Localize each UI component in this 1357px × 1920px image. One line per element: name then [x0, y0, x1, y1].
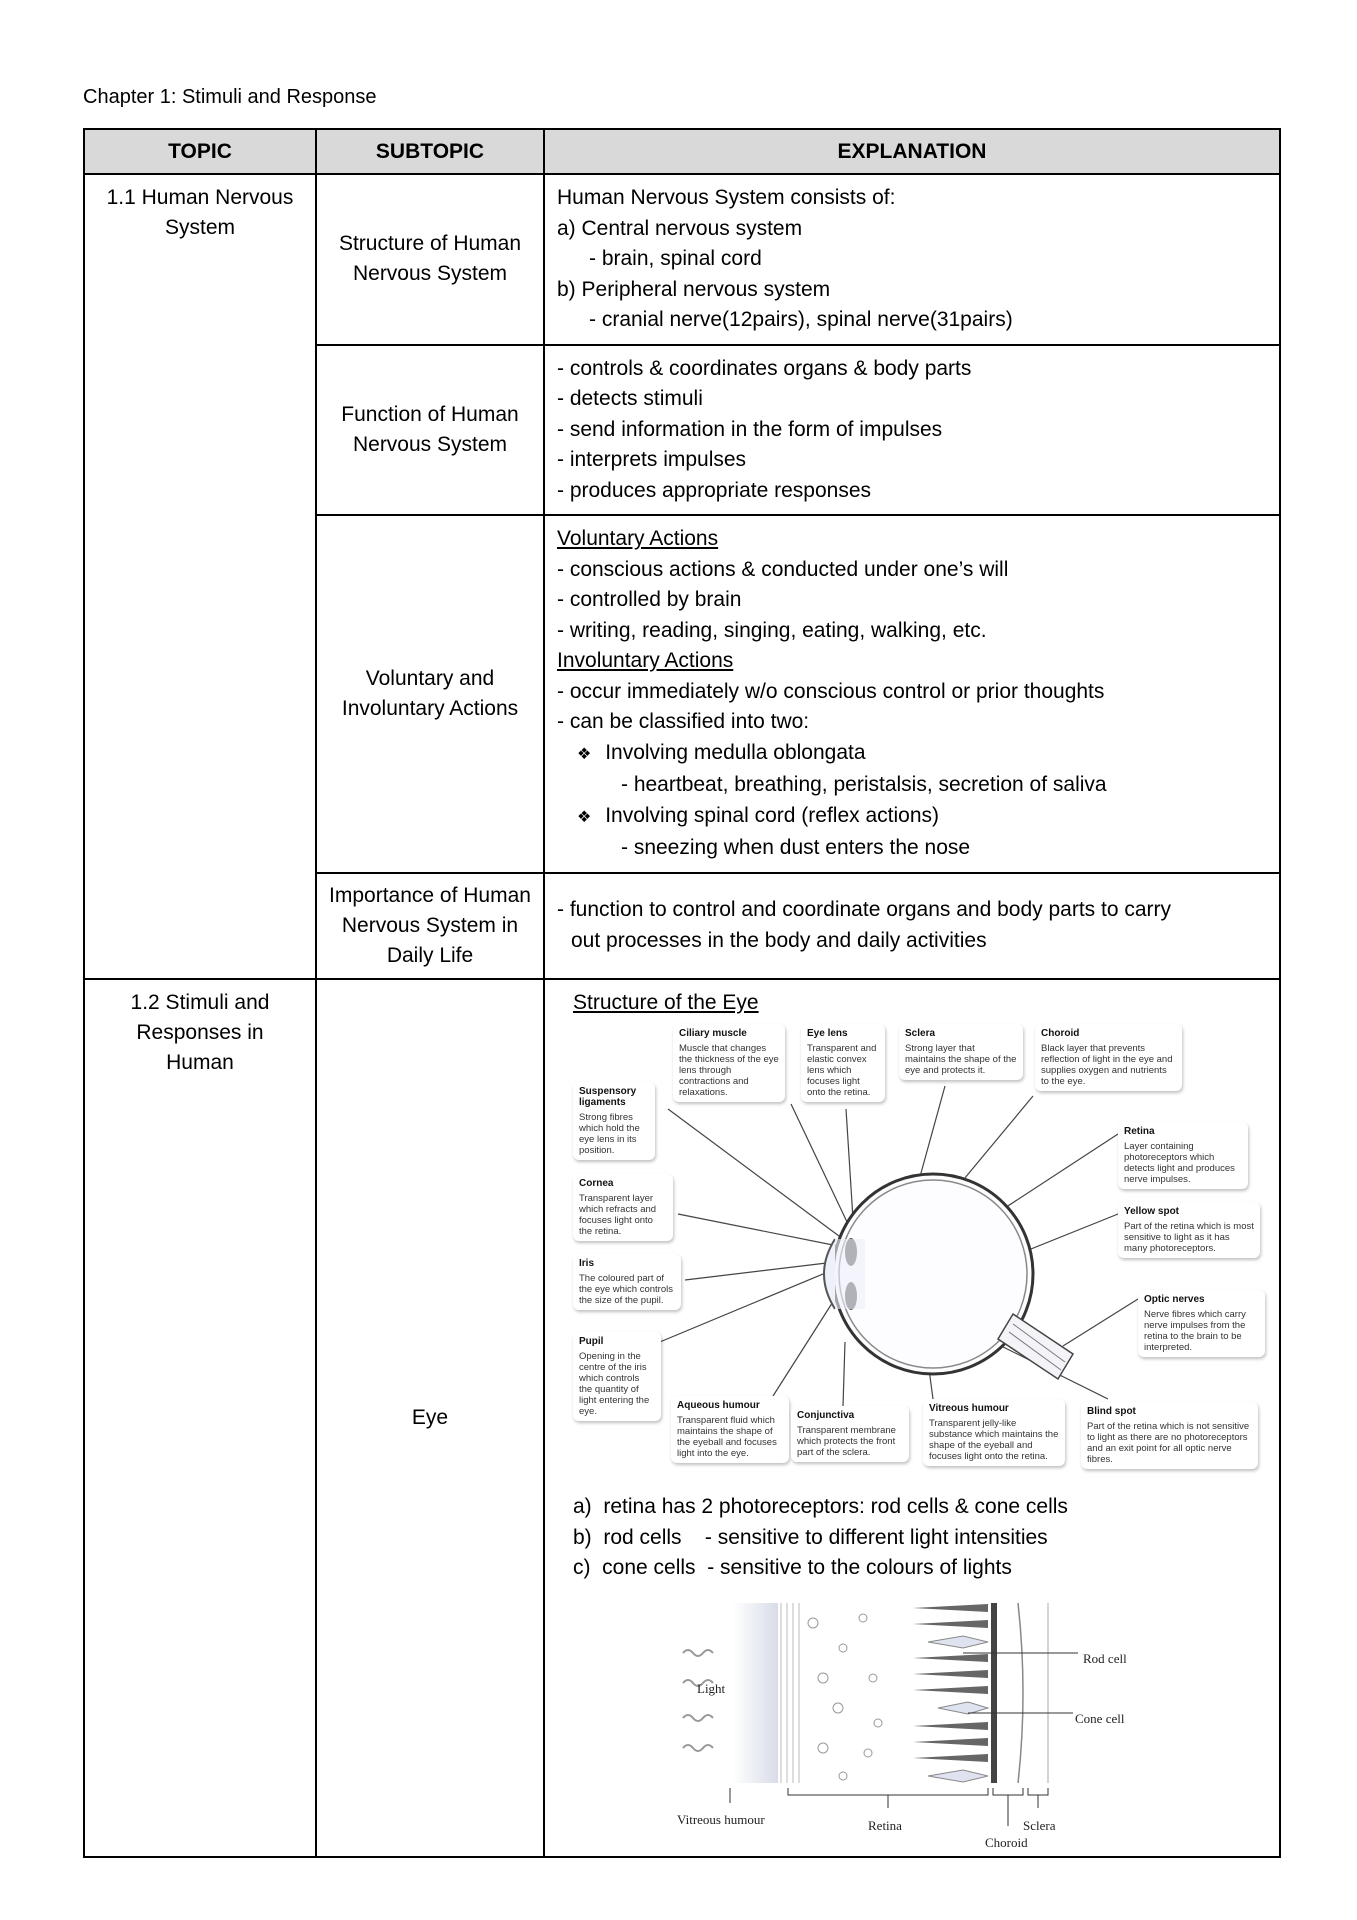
text-line: a) Central nervous system: [557, 216, 803, 240]
eye-label-sclera: Sclera Strong layer that maintains the shape of the eye and protects it.: [899, 1024, 1023, 1080]
eye-label-yellow-spot: Yellow spot Part of the retina which is most sensitive to light as it has many photoreceptors.: [1118, 1202, 1260, 1258]
diamond-bullet-icon: ❖: [577, 808, 592, 826]
text-line: - produces appropriate responses: [557, 478, 872, 502]
topic-cell: [84, 174, 316, 979]
eye-label-aqueous-humour: Aqueous humour Transparent fluid which maintains the shape of the eyeball and focuses light into the eye.: [671, 1396, 789, 1463]
text-line: - conscious actions & conducted under one’s will: [557, 557, 1009, 581]
text-line: - function to control and coordinate organs and body parts to carry: [557, 898, 1172, 921]
text-line: - cranial nerve(12pairs), spinal nerve(31pairs): [589, 308, 1013, 331]
text-line: - brain, spinal cord: [589, 247, 762, 270]
eye-label-cornea: Cornea Transparent layer which refracts and focuses light onto the retina.: [573, 1174, 673, 1241]
text-line: - controlled by brain: [557, 588, 742, 611]
eye-label-choroid: Choroid Black layer that prevents reflection of light in the eye and supplies oxygen and nutrients to the eye.: [1035, 1024, 1182, 1091]
header-subtopic: SUBTOPIC: [316, 129, 544, 174]
text-line: - sneezing when dust enters the nose: [621, 836, 971, 859]
light-label: Light: [697, 1680, 726, 1696]
text-line: - controls & coordinates organs & body parts: [557, 356, 972, 380]
text-line: out processes in the body and daily activities: [571, 928, 987, 952]
eye-label-iris: Iris The coloured part of the eye which controls the size of the pupil.: [573, 1254, 681, 1310]
explanation-cell: [544, 174, 1280, 345]
topic-label: 1.2 Stimuli and Responses in Human: [130, 990, 270, 1074]
table-row: [84, 174, 1280, 345]
text-line: - interprets impulses: [557, 448, 747, 471]
text-line: - occur immediately w/o conscious control or prior thoughts: [557, 679, 1105, 703]
cone-cell-label: Cone cell: [1075, 1710, 1125, 1726]
table-row: [84, 979, 1280, 1857]
explanation-cell: [544, 345, 1280, 516]
subtopic-cell: [316, 174, 544, 345]
subtopic-cell: [316, 979, 544, 1857]
explanation-cell: [544, 979, 1280, 1857]
subtopic-cell: [316, 873, 544, 979]
eye-label-conjunctiva: Conjunctiva Transparent membrane which protects the front part of the sclera.: [791, 1406, 909, 1462]
subtopic-cell: [316, 345, 544, 516]
explanation-cell: [544, 515, 1280, 873]
topic-label: 1.1 Human Nervous System: [106, 186, 294, 239]
header-explanation: EXPLANATION: [544, 129, 1280, 174]
retina-cells-diagram: [663, 1598, 1223, 1848]
vitreous-humour-label: Vitreous humour: [677, 1811, 765, 1827]
retina-label: Retina: [868, 1817, 902, 1833]
rod-cell-label: Rod cell: [1083, 1650, 1127, 1666]
eye-label-retina: Retina Layer containing photoreceptors which detects light and produces nerve impulses.: [1118, 1122, 1248, 1189]
eye-label-suspensory-ligaments: Suspensory ligaments Strong fibres which hold the eye lens in its position.: [573, 1082, 655, 1160]
text-line: - send information in the form of impulses: [557, 417, 943, 441]
eye-label-ciliary-muscle: Ciliary muscle Muscle that changes the thickness of the eye lens through contractions and relaxations.: [673, 1024, 785, 1102]
subtopic-label: Structure of Human Nervous System: [338, 232, 522, 286]
text-line: a) retina has 2 photoreceptors: rod cells & cone cells: [573, 1495, 1068, 1518]
header-topic: TOPIC: [84, 129, 316, 174]
eye-diagram: [573, 1024, 1263, 1484]
figure-title: Structure of the Eye: [573, 990, 759, 1014]
text-line: - heartbeat, breathing, peristalsis, secretion of saliva: [621, 773, 1107, 796]
eye-label-pupil: Pupil Opening in the centre of the iris which controls the quantity of light entering the eye.: [573, 1332, 661, 1421]
eye-label-eye-lens: Eye lens Transparent and elastic convex lens which focuses light onto the retina.: [801, 1024, 885, 1102]
text-line: b) Peripheral nervous system: [557, 277, 831, 301]
text-line: b) rod cells - sensitive to different light intensities: [573, 1525, 1048, 1549]
table-header-row: [84, 129, 1280, 174]
bullet-item: ❖ Involving spinal cord (reflex actions): [577, 803, 940, 827]
text-line: Human Nervous System consists of:: [557, 186, 896, 209]
topic-table: [83, 128, 1281, 1858]
text-line: - can be classified into two:: [557, 710, 810, 733]
eye-label-vitreous-humour: Vitreous humour Transparent jelly-like substance which maintains the shape of the eyeball and focuses light onto the retina.: [923, 1399, 1065, 1466]
subtopic-cell: [316, 515, 544, 873]
subtopic-label: Voluntary and Involuntary Actions: [341, 666, 519, 720]
text-line: - writing, reading, singing, eating, walking, etc.: [557, 618, 987, 642]
diamond-bullet-icon: ❖: [577, 745, 592, 763]
subtopic-label: Function of Human Nervous System: [341, 402, 519, 456]
choroid-label: Choroid: [985, 1834, 1028, 1850]
bullet-item: ❖ Involving medulla oblongata: [577, 740, 866, 764]
subtopic-label: Importance of Human Nervous System in Daily Life: [329, 883, 531, 967]
photoreceptor-points: [573, 1492, 1267, 1584]
topic-cell: [84, 979, 316, 1857]
explanation-cell: [544, 873, 1280, 979]
subtopic-label: Eye: [411, 1405, 449, 1429]
eye-label-optic-nerves: Optic nerves Nerve fibres which carry nerve impulses from the retina to the brain to be interpreted.: [1138, 1290, 1265, 1357]
text-line: - detects stimuli: [557, 387, 703, 410]
eye-label-blind-spot: Blind spot Part of the retina which is not sensitive to light as there are no photoreceptors and an exit point for all optic nerve fibres.: [1081, 1402, 1258, 1469]
text-line: c) cone cells - sensitive to the colours of lights: [573, 1556, 1012, 1579]
sclera-label: Sclera: [1023, 1817, 1056, 1833]
voluntary-heading: Voluntary Actions: [557, 527, 719, 550]
chapter-title: Chapter 1: Stimuli and Response: [83, 86, 377, 108]
involuntary-heading: Involuntary Actions: [557, 649, 734, 672]
